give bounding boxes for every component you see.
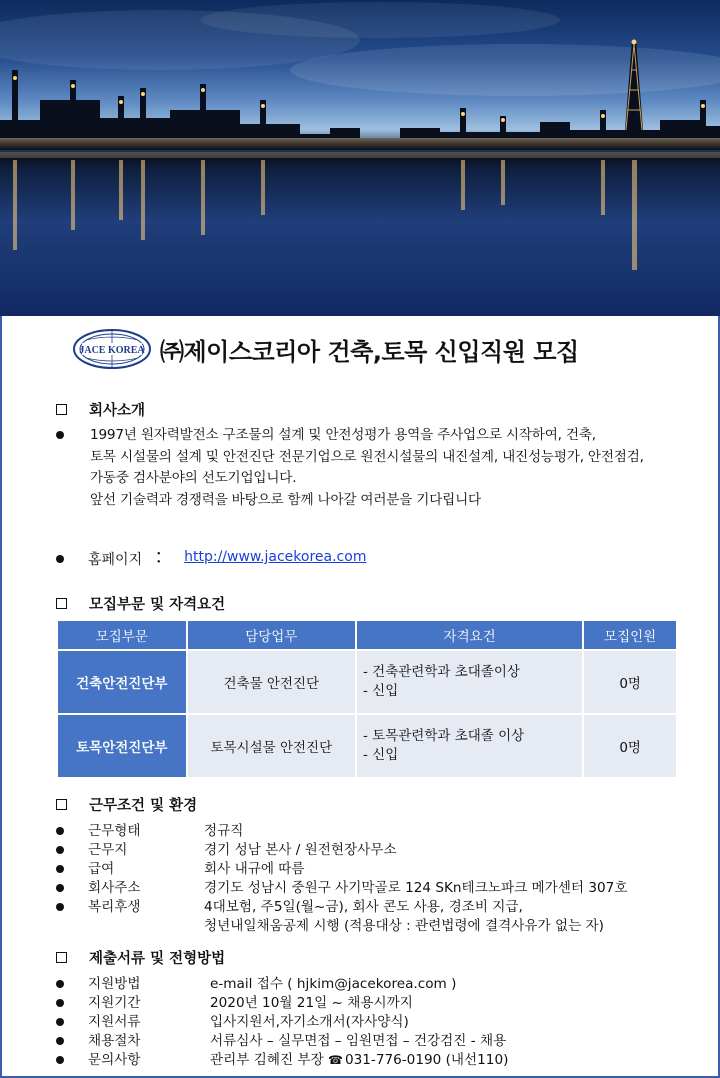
item-label: 지원방법 <box>88 976 141 992</box>
intro-line: 가동중 검사분야의 선도기업입니다. <box>90 470 297 486</box>
item-label: 지원서류 <box>88 1014 141 1030</box>
list-item <box>56 898 627 917</box>
list-item <box>56 1032 508 1051</box>
list-item <box>56 1051 508 1070</box>
bullet-dot-icon <box>56 884 64 892</box>
item-value: 4대보험, 주5일(월~금), 회사 콘도 사용, 경조비 지급, <box>204 899 523 915</box>
count-cell: 0명 <box>584 715 676 777</box>
item-value: 정규직 <box>204 823 244 839</box>
list-item <box>56 879 627 898</box>
requirement-line: - 신입 <box>363 683 399 699</box>
item-value: e-mail 접수 ( hjkim@jacekorea.com ) <box>210 976 457 992</box>
list-item <box>56 860 627 879</box>
page-title: ㈜제이스코리아 건축,토목 신입직원 모집 <box>160 337 579 366</box>
title-row <box>72 326 579 372</box>
homepage-label: 홈페이지 <box>88 552 143 568</box>
homepage-link[interactable]: http://www.jacekorea.com <box>184 549 367 565</box>
requirement-cell <box>357 651 582 713</box>
application-list <box>56 975 508 1070</box>
count-cell: 0명 <box>584 651 676 713</box>
square-bullet-icon <box>56 799 67 810</box>
conditions-list <box>56 822 627 936</box>
intro-line: 1997년 원자력발전소 구조물의 설계 및 안전성평가 용역을 주사업으로 시작하여, 건축, <box>90 427 596 443</box>
bullet-dot-icon <box>56 999 64 1007</box>
item-label: 회사주소 <box>88 880 141 896</box>
square-bullet-icon <box>56 404 67 415</box>
homepage-row <box>56 544 367 569</box>
duty-cell: 토목시설물 안전진단 <box>188 715 355 777</box>
column-header: 담당업무 <box>188 621 355 649</box>
section-company-heading <box>56 399 145 420</box>
item-label: 근무형태 <box>88 823 141 839</box>
section-conditions-heading <box>56 794 197 815</box>
bullet-dot-icon <box>56 865 64 873</box>
list-item <box>56 822 627 841</box>
item-value: 회사 내규에 따름 <box>204 861 305 877</box>
item-label: 지원기간 <box>88 995 141 1011</box>
list-item-continuation <box>56 917 627 936</box>
intro-line: 앞선 기술력과 경쟁력을 바탕으로 함께 나아갈 여러분을 기다립니다 <box>90 491 481 508</box>
section-recruit-title: 모집부문 및 자격요건 <box>89 597 226 613</box>
bullet-dot-icon <box>56 555 64 563</box>
table-header-row <box>58 621 676 649</box>
section-company-title: 회사소개 <box>89 403 146 419</box>
item-value: 입사지원서,자기소개서(자사양식) <box>210 1014 409 1030</box>
list-item <box>56 975 508 994</box>
contact-phone: 031-776-0190 (내선110) <box>344 1052 509 1068</box>
square-bullet-icon <box>56 598 67 609</box>
intro-line: 토목 시설물의 설계 및 안전진단 전문기업으로 원전시설물의 내진설계, 내진성능평가, 안전점검, <box>90 448 644 465</box>
contact-name: 관리부 김혜진 부장 <box>210 1052 329 1068</box>
bullet-dot-icon <box>56 431 64 439</box>
duty-cell: 건축물 안전진단 <box>188 651 355 713</box>
company-intro <box>90 425 670 511</box>
logo-text: JACE KOREA <box>79 345 145 356</box>
dept-cell: 토목안전진단부 <box>58 715 186 777</box>
item-value: 청년내일채움공제 시행 (적용대상 : 관련법령에 결격사유가 없는 자) <box>204 918 604 934</box>
section-recruit-heading <box>56 593 225 614</box>
item-value: 경기도 성남시 중원구 사기막골로 124 SKn테크노파크 메가센터 307호 <box>204 880 628 896</box>
section-application-title: 제출서류 및 전형방법 <box>89 951 226 967</box>
hero-image <box>0 0 720 316</box>
dept-cell: 건축안전진단부 <box>58 651 186 713</box>
jace-korea-logo <box>72 328 152 370</box>
column-header: 모집인원 <box>584 621 676 649</box>
requirement-line: - 건축관련학과 초대졸이상 <box>363 664 520 680</box>
item-value <box>210 1051 508 1070</box>
item-label: 복리후생 <box>88 899 141 915</box>
item-value: 서류심사 – 실무면접 – 임원면접 – 건강검진 - 채용 <box>210 1033 507 1049</box>
bullet-dot-icon <box>56 827 64 835</box>
table-row <box>58 715 676 777</box>
item-label: 문의사항 <box>88 1052 141 1068</box>
list-item <box>56 1013 508 1032</box>
item-label: 채용절차 <box>88 1033 141 1049</box>
column-header: 자격요건 <box>357 621 582 649</box>
table-row <box>58 651 676 713</box>
list-item <box>56 994 508 1013</box>
item-label: 급여 <box>88 861 115 877</box>
item-value: 2020년 10월 21일 ~ 채용시까지 <box>210 995 413 1011</box>
bullet-dot-icon <box>56 1056 64 1064</box>
requirement-line: - 토목관련학과 초대졸 이상 <box>363 728 525 744</box>
bullet-dot-icon <box>56 1018 64 1026</box>
section-conditions-title: 근무조건 및 환경 <box>89 798 198 814</box>
item-value: 경기 성남 본사 / 원전현장사무소 <box>204 842 397 858</box>
refinery-skyline-illustration <box>0 0 720 316</box>
bullet-dot-icon <box>56 980 64 988</box>
bullet-dot-icon <box>56 1037 64 1045</box>
requirement-cell <box>357 715 582 777</box>
bullet-dot-icon <box>56 903 64 911</box>
homepage-colon: ： <box>154 544 175 568</box>
bullet-dot-icon <box>56 846 64 854</box>
item-label: 근무지 <box>88 842 128 858</box>
requirement-line: - 신입 <box>363 747 399 763</box>
list-item <box>56 841 627 860</box>
recruit-table <box>56 619 678 779</box>
column-header: 모집부문 <box>58 621 186 649</box>
phone-icon: ☎ <box>328 1053 343 1067</box>
section-application-heading <box>56 947 225 968</box>
square-bullet-icon <box>56 952 67 963</box>
